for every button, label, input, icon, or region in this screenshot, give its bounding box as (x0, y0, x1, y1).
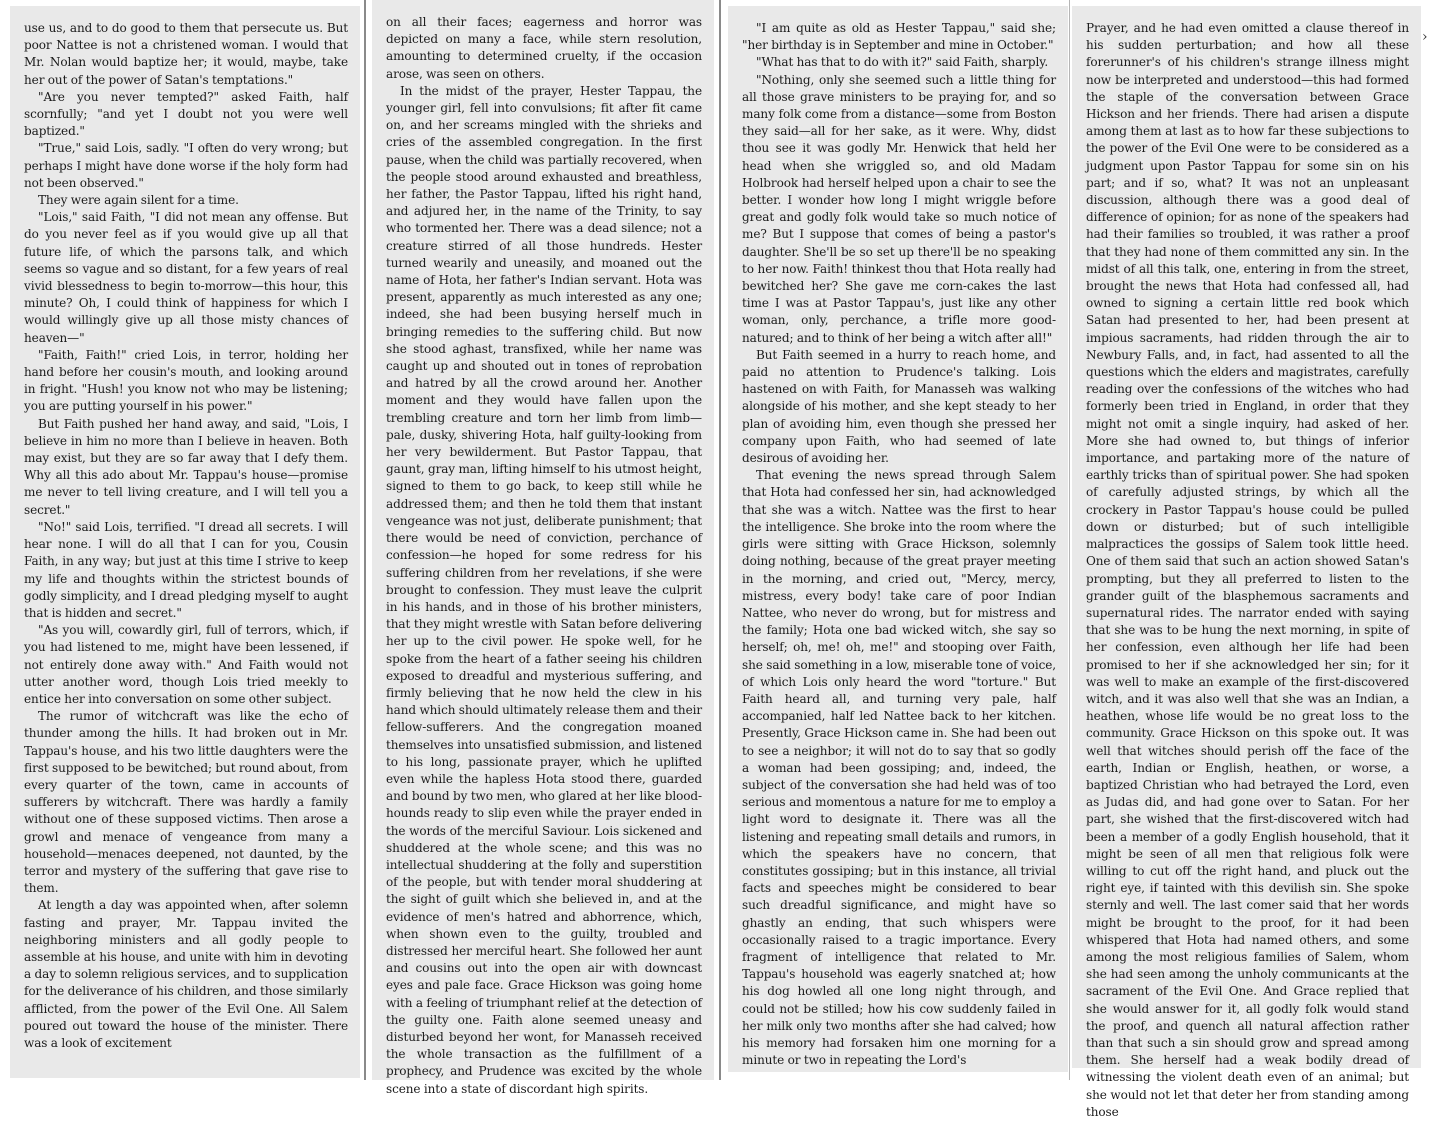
paragraph: "Nothing, only she seemed such a little thing for all those grave ministers to be praying for, and so many folk come from a distance—some from Boston they said—all for her sake, as it were. Why, didst thou see it was godly Mr. Henwick that held her head when she wriggled so, and old Madam Holbrook had herself helped upon a chair to see the better. I wonder how long I might wriggle before great and godly folk would take so much notice of me? But I suppose that comes of being a pastor's daughter. She'll be so set up there'll be no speaking to her now. Faith! thinkest thou that Hota really had bewitched her? She gave me corn-cakes the last time I was at Pastor Tappau's, just like any other woman, only, perchance, a trifle more good-natured; and to think of her being a witch after all!" (742, 72, 1056, 345)
paragraph: The rumor of witchcraft was like the echo of thunder among the hills. It had broken out in Mr. Tappau's house, and his two little daughters were the first supposed to be bewitched; but round about, from every quarter of the town, came in accounts of sufferers by witchcraft. There was hardly a family without one of these supposed victims. Then arose a growl and menace of vengeance from many a household—menaces deepened, not daunted, by the terror and mystery of the suffering that gave rise to them. (24, 709, 348, 896)
paragraph: use us, and to do good to them that persecute us. But poor Nattee is not a christened woman. I would that Mr. Nolan would baptize her; it would, maybe, take her out of the power of Satan's temptations." (24, 21, 348, 87)
paragraph: "I am quite as old as Hester Tappau," said she; "her birthday is in September and mine in October." (742, 21, 1056, 53)
paragraph: "No!" said Lois, terrified. "I dread all secrets. I will hear none. I will do all that I can for you, Cousin Faith, in any way; but just at this time I strive to keep my life and thoughts within the strictest bounds of godly simplicity, and I dread pledging myself to aught that is hidden and secret." (24, 519, 348, 620)
column-rule (719, 0, 721, 1080)
paragraph: Prayer, and he had even omitted a clause thereof in his sudden perturbation; and how all these forerunner's of his children's strange illness might now be interpreted and understood—this had formed the staple of the conversation between Grace Hickson and her friends. There had arisen a dispute among them at last as to how far these subjections to the power of the Evil One were to be considered as a judgment upon Pastor Tappau for some sin on his part; and if so, what? It was not an unpleasant discussion, although there was a good deal of difference of opinion; for as none of the speakers had had their families so troubled, it was rather a proof that they had none of them committed any sin. In the midst of all this talk, one, entering in from the street, brought the news that Hota had confessed all, had owned to signing a certain little red book which Satan had presented to her, had been present at impious sacraments, had ridden through the air to Newbury Falls, and, in fact, had assented to all the questions which the elders and magistrates, carefully reading over the confessions of the witches who had formerly been tried in England, in order that they might not omit a single inquiry, had asked of her. More she had owned to, but things of inferior importance, and partaking more of the nature of earthly tricks than of spiritual power. She had spoken of carefully adjusted strings, by which all the crockery in Pastor Tappau's house could be pulled down or disturbed; but of such intelligible malpractices the gossips of Salem took little heed. One of them said that such an action showed Satan's prompting, but they all preferred to listen to the grander guilt of the blasphemous sacraments and supernatural rides. The narrator ended with saying that she was to be hung the next morning, in spite of her confession, even although her life had been promised to her if she acknowledged her sin; for it was well to make an example of the first-discovered witch, and it was also well that she was an Indian, a heathen, whose life would be no great loss to the community. Grace Hickson on this spoke out. It was well that witches should perish off the face of the earth, Indian or English, heathen, or worse, a baptized Christian who had betrayed the Lord, even as Judas did, and had gone over to Satan. For her part, she wished that the first-discovered witch had been a member of a godly English household, that it might be seen of all men that religious folk were willing to cut off the right hand, and pluck out the right eye, if tainted with this devilish sin. She spoke sternly and well. The last comer said that her words might be brought to the proof, for it had been whispered that Hota had named others, and some among the most religious families of Salem, whom she had seen among the unholy communicants at the sacrament of the Evil One. And Grace replied that she would answer for it, all godly folk would stand the proof, and quench all natural affection rather than that such a sin should grow and spread among them. She herself had a weak bodily dread of witnessing the violent death even of an animal; but she would not let that deter her from standing among those (1086, 21, 1409, 1119)
paragraph: At length a day was appointed when, after solemn fasting and prayer, Mr. Tappau invited the neighboring ministers and all godly people to assemble at his house, and unite with him in devoting a day to solemn religious services, and to supplication for the deliverance of his children, and those similarly afflicted, from the power of the Evil One. All Salem poured out toward the house of the minister. There was a look of excitement (24, 898, 348, 1050)
paragraph: But Faith pushed her hand away, and said, "Lois, I believe in him no more than I believe in heaven. Both may exist, but they are so far away that I defy them. Why all this ado about Mr. Tappau's house—promise me never to tell living creature, and I will tell you a secret." (24, 416, 348, 517)
paragraph: They were again silent for a time. (38, 193, 239, 208)
paragraph: on all their faces; eagerness and horror was depicted on many a face, while stern resolution, amounting to determined cruelty, if the occasion arose, was seen on others. (386, 15, 702, 81)
paragraph: But Faith seemed in a hurry to reach home, and paid no attention to Prudence's talking. Lois hastened on with Faith, for Manasseh was walking alongside of his mother, and she kept steady to her plan of avoiding him, even though she pressed her company upon Faith, who had seemed of late desirous of avoiding her. (742, 347, 1056, 466)
column-rule (364, 0, 366, 1080)
paragraph: "Are you never tempted?" asked Faith, half scornfully; "and yet I doubt not you were well baptized." (24, 89, 348, 139)
paragraph: "Faith, Faith!" cried Lois, in terror, holding her hand before her cousin's mouth, and looking around in fright. "Hush! you know not who may be listening; you are putting yourself in his power." (24, 347, 348, 414)
paragraph: In the midst of the prayer, Hester Tappau, the younger girl, fell into convulsions; fit after fit came on, and her screams mingled with the shrieks and cries of the assembled congregation. In the first pause, when the child was partially recovered, when the people stood around exhausted and breathless, her father, the Pastor Tappau, lifted his right hand, and adjured her, in the name of the Trinity, to say who tormented her. There was a dead silence; not a creature stirred of all those hundreds. Hester turned wearily and uneasily, and moaned out the name of Hota, her father's Indian servant. Hota was present, apparently as much interested as any one; indeed, she had been busying herself much in bringing remedies to the suffering child. But now she stood aghast, transfixed, while her name was caught up and shouted out in tones of reprobation and hatred by all the crowd around her. Another moment and they would have fallen upon the trembling creature and torn her limb from limb—pale, dusky, shivering Hota, half guilty-looking from her very bewilderment. But Pastor Tappau, that gaunt, gray man, lifting himself to his utmost height, signed to them to go back, to keep still while he addressed them; and then he told them that instant vengeance was not just, deliberate punishment; that there would be need of conviction, perchance of confession—he hoped for some redress for his suffering children from her revelations, if she were brought to confession. They must leave the culprit in his hands, and in those of his brother ministers, that they might wrestle with Satan before delivering her up to the civil power. He spoke well, for he spoke from the heart of a father seeing his children exposed to dreadful and mysterious suffering, and firmly believing that he now held the clew in his hand which should ultimately release them and their fellow-sufferers. And the congregation moaned themselves into unsatisfied submission, and listened to his long, passionate prayer, which he uplifted even while the hapless Hota stood there, guarded and bound by two men, who glared at her like blood-hounds ready to slip even while the prayer ended in the words of the merciful Saviour. Lois sickened and shuddered at the whole scene; and this was no intellectual shuddering at the folly and superstition of the people, but with tender moral shuddering at the sight of guilt which she believed in, and at the evidence of men's hatred and abhorrence, which, when shown even to the guilty, troubled and distressed her merciful heart. She followed her aunt and cousins out into the open air with downcast eyes and pale face. Grace Hickson was going home with a feeling of triumphant relief at the detection of the guilty one. Faith alone seemed uneasy and disturbed beyond her wont, for Manasseh received the whole transaction as the fulfillment of a prophecy, and Prudence was excited by the whole scene into a state of discordant high spirits. (386, 83, 703, 1096)
text-column-2 (372, 0, 714, 1096)
text-column-3 (728, 6, 1068, 1072)
paragraph: "Lois," said Faith, "I did not mean any offense. But do you never feel as if you would give up all that future life, of which the parsons talk, and which seems so vague and so distant, for a few years of real vivid blessedness to begin to-morrow—this hour, this minute? Oh, I could think of happiness for which I would willingly give up all those misty chances of heaven—" (24, 210, 348, 345)
text-column-1 (10, 6, 360, 1078)
paragraph: "True," said Lois, sadly. "I often do very wrong; but perhaps I might have done worse if the holy form had not been observed." (24, 141, 348, 190)
column-rule (1069, 0, 1070, 1080)
paragraph: "What has that to do with it?" said Faith, sharply. (756, 55, 1049, 70)
paragraph: That evening the news spread through Salem that Hota had confessed her sin, had acknowledged that she was a witch. Nattee was the first to hear the intelligence. She broke into the room where the girls were sitting with Grace Hickson, solemnly doing nothing, because of the great prayer meeting in the morning, and cried out, "Mercy, mercy, mistress, every body! take care of poor Indian Nattee, who never do wrong, but for mistress and the family; Hota one bad wicked witch, she say so herself; oh, me! oh, me!" and stooping over Faith, she said something in a low, miserable tone of voice, of which Lois only heard the word "torture." But Faith heard all, and turning very pale, half accompanied, half led Nattee back to her kitchen. Presently, Grace Hickson came in. She had been out to see a neighbor; it will not do to say that so godly a woman had been gossiping; and, indeed, the subject of the conversation she had held was of too serious and momentous a nature for me to employ a light word to designate it. There was all the listening and repeating small details and rumors, in which the speakers have no concern, that constitutes gossiping; but in this instance, all trivial facts and speeches might be considered to bear such dreadful significance, and might have so ghastly an ending, that such whispers were occasionally raised to a tragic importance. Every fragment of intelligence that related to Mr. Tappau's household was eagerly snatched at; how his dog howled all one long night through, and could not be stilled; how his cow suddenly failed in her milk only two months after she had calved; how his memory had forsaken him one morning for a minute or two in repeating the Lord's (742, 468, 1056, 1068)
text-column-4 (1072, 6, 1421, 1119)
edge-mark: › (1422, 29, 1428, 45)
paragraph: "As you will, cowardly girl, full of terrors, which, if you had listened to me, might have been lessened, if not entirely done away with." And Faith would not utter another word, though Lois tried meekly to entice her into conversation on some other subject. (24, 623, 348, 706)
